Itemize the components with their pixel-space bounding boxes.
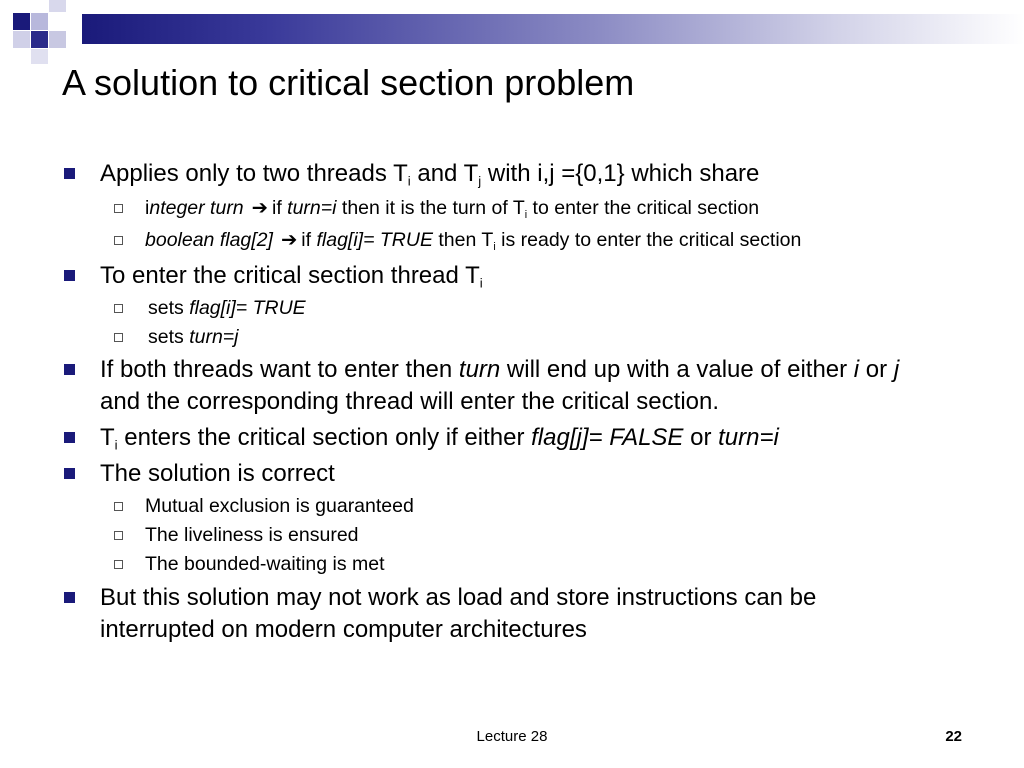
- bullet-square-icon: [64, 270, 75, 281]
- sub-bullet-box-icon: [114, 502, 123, 511]
- footer-label: Lecture 28: [476, 728, 548, 745]
- sub-bullet-item: The bounded-waiting is met: [145, 553, 385, 575]
- bullet-item: If both threads want to enter then turn will end up with a value of either i or j and the corresponding thread will enter the critical section.: [100, 356, 900, 415]
- bullet-item: But this solution may not work as load and store instructions can be interrupted on modern computer architectures: [100, 584, 817, 643]
- page-number: 22: [945, 728, 962, 745]
- arrow-right-icon: ➔: [280, 229, 298, 251]
- sub-bullet-box-icon: [114, 531, 123, 540]
- bullet-item: The solution is correct: [100, 460, 335, 487]
- sub-bullet-item: sets flag[i]= TRUE: [148, 297, 306, 319]
- bullet-item: Applies only to two threads $T_i$ and $T_j$ with i,j ={0,1} which share: [100, 160, 760, 189]
- bullet-square-icon: [64, 592, 75, 603]
- bullet-square-icon: [64, 432, 75, 443]
- slide-title: A solution to critical section problem: [62, 62, 635, 103]
- sub-bullet-item: boolean flag[2] ➔ if flag[i]= TRUE then $T_i$ is ready to enter the critical section: [145, 229, 802, 253]
- sub-bullet-box-icon: [114, 204, 123, 213]
- sub-bullet-box-icon: [114, 560, 123, 569]
- sub-bullet-item: integer turn ➔ if turn=i then it is the turn of $T_i$ to enter the critical section: [145, 197, 760, 221]
- sub-bullet-item: Mutual exclusion is guaranteed: [145, 495, 414, 517]
- bullet-square-icon: [64, 168, 75, 179]
- sub-bullet-item: The liveliness is ensured: [145, 524, 359, 546]
- bullet-square-icon: [64, 364, 75, 375]
- sub-bullet-box-icon: [114, 236, 123, 245]
- bullet-item: $T_i$ enters the critical section only if either flag[j]= FALSE or turn=i: [100, 424, 779, 453]
- sub-bullet-box-icon: [114, 304, 123, 313]
- bullet-square-icon: [64, 468, 75, 479]
- arrow-right-icon: ➔: [251, 197, 268, 219]
- bullet-item: To enter the critical section thread $T_i$: [100, 262, 483, 291]
- sub-bullet-box-icon: [114, 333, 123, 342]
- sub-bullet-item: sets turn=j: [148, 326, 239, 348]
